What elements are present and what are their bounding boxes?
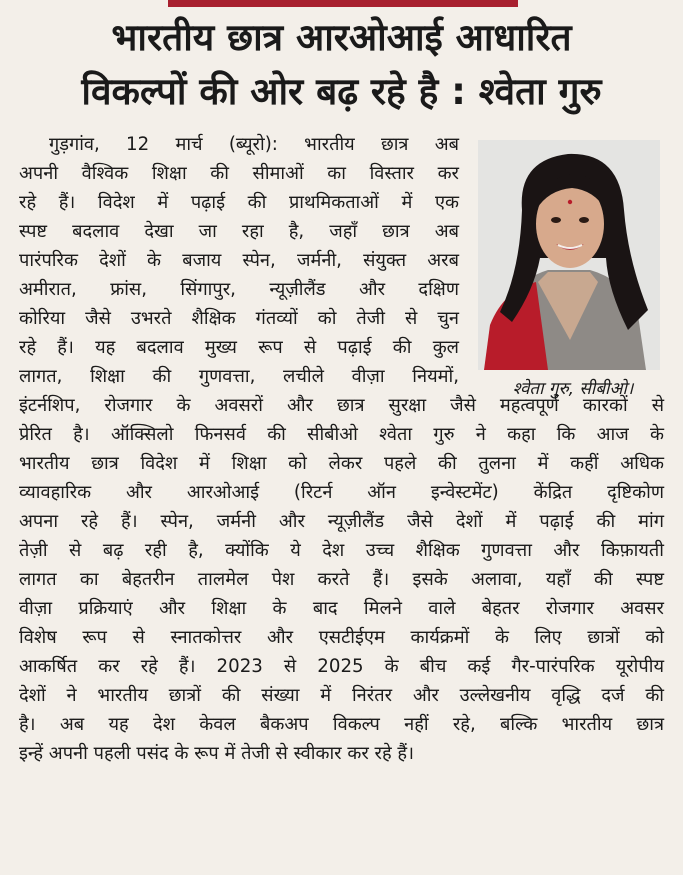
article-line: विशेष रूप से स्नातकोत्तर और एसटीईएम कार्यक्रमों के लिए छात्रों को	[19, 627, 664, 648]
article-line: अपनी वैश्विक शिक्षा की सीमाओं का विस्तार कर	[19, 163, 459, 184]
article-line: आकर्षित कर रहे हैं। 2023 से 2025 के बीच कई गैर-पारंपरिक यूरोपीय	[19, 656, 664, 677]
article-line: प्रेरित है। ऑक्सिलो फिनसर्व की सीबीओ श्वेता गुरु ने कहा कि आज के	[19, 424, 664, 445]
portrait-photo	[478, 140, 660, 370]
article-line: इन्हें अपनी पहली पसंद के रूप में तेजी से स्वीकार कर रहे हैं।	[19, 743, 414, 764]
photo-caption: श्वेता गुरु, सीबीओ।	[512, 379, 634, 399]
article-line: रहे हैं। विदेश में पढ़ाई की प्राथमिकताओं में एक	[19, 192, 459, 213]
top-accent-bar	[168, 0, 518, 7]
article-line: वीज़ा प्रक्रियाएं और शिक्षा के बाद मिलने वाले बेहतर रोजगार अवसर	[19, 598, 664, 619]
article-line: पारंपरिक देशों के बजाय स्पेन, जर्मनी, संयुक्त अरब	[19, 250, 459, 271]
article-line: कोरिया जैसे उभरते शैक्षिक गंतव्यों को तेजी से चुन	[19, 308, 459, 329]
article-line: रहे हैं। यह बदलाव मुख्य रूप से पढ़ाई की कुल	[19, 337, 459, 358]
article-line: देशों ने भारतीय छात्रों की संख्या में निरंतर और उल्लेखनीय वृद्धि दर्ज की	[19, 685, 664, 706]
article-line: लागत, शिक्षा की गुणवत्ता, लचीले वीज़ा नियमों,	[19, 366, 459, 387]
article-line: लागत का बेहतरीन तालमेल पेश करते हैं। इसके अलावा, यहाँ की स्पष्ट	[19, 569, 664, 590]
headline	[0, 12, 683, 118]
portrait-illustration	[478, 140, 660, 370]
article-line: गुड़गांव, 12 मार्च (ब्यूरो): भारतीय छात्र अब	[49, 134, 459, 155]
article-line: है। अब यह देश केवल बैकअप विकल्प नहीं रहे, बल्कि भारतीय छात्र	[19, 714, 664, 735]
article-line: अपना रहे हैं। स्पेन, जर्मनी और न्यूज़ीलैंड जैसे देशों में पढ़ाई की मांग	[19, 511, 664, 532]
headline-line-1: भारतीय छात्र आरओआई आधारित	[111, 16, 572, 59]
article-line: तेज़ी से बढ़ रही है, क्योंकि ये देश उच्च शैक्षिक गुणवत्ता और किफ़ायती	[19, 540, 664, 561]
article-line: व्यावहारिक और आरओआई (रिटर्न ऑन इन्वेस्टमेंट) केंद्रित दृष्टिकोण	[19, 482, 664, 503]
article-line: इंटर्नशिप, रोजगार के अवसरों और छात्र सुरक्षा जैसे महत्वपूर्ण कारकों से	[19, 395, 664, 416]
article-line: अमीरात, फ्रांस, सिंगापुर, न्यूज़ीलैंड और दक्षिण	[19, 279, 459, 300]
article-line: स्पष्ट बदलाव देखा जा रहा है, जहाँ छात्र अब	[19, 221, 459, 242]
article-line: भारतीय छात्र विदेश में शिक्षा को लेकर पहले की तुलना में कहीं अधिक	[19, 453, 664, 474]
headline-line-2: विकल्पों की ओर बढ़ रहे है : श्वेता गुरु	[81, 70, 602, 113]
